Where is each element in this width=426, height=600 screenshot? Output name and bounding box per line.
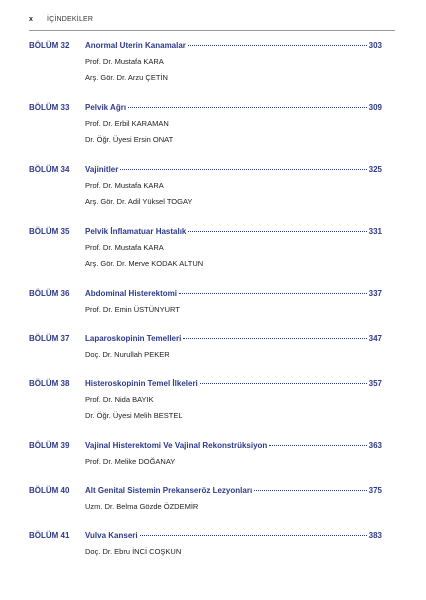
chapter-title[interactable]: Laparoskopinin Temelleri xyxy=(85,334,182,343)
chapter-author: Prof. Dr. Emin ÜSTÜNYURT xyxy=(85,305,180,314)
toc-entry-41[interactable] xyxy=(29,531,382,576)
chapter-page: 303 xyxy=(368,41,382,50)
chapter-number: BÖLÜM 40 xyxy=(29,486,70,495)
chapter-author: Arş. Gör. Dr. Arzu ÇETİN xyxy=(85,73,168,82)
toc-entry-34[interactable] xyxy=(29,165,382,227)
chapter-title[interactable]: Vajinitler xyxy=(85,165,119,174)
toc-entry-37[interactable] xyxy=(29,334,382,379)
dot-leader xyxy=(179,293,367,294)
header-title: İÇİNDEKİLER xyxy=(47,16,94,23)
chapter-title-line[interactable] xyxy=(85,227,382,236)
dot-leader xyxy=(183,338,366,339)
chapter-author: Prof. Dr. Mustafa KARA xyxy=(85,243,164,252)
chapter-number: BÖLÜM 41 xyxy=(29,531,70,540)
chapter-number: BÖLÜM 37 xyxy=(29,334,70,343)
chapter-author: Arş. Gör. Dr. Merve KODAK ALTUN xyxy=(85,259,204,268)
dot-leader xyxy=(120,169,366,170)
toc-entry-39[interactable] xyxy=(29,441,382,486)
dot-leader xyxy=(188,231,366,232)
chapter-author: Uzm. Dr. Belma Gözde ÖZDEMİR xyxy=(85,502,199,511)
chapter-page: 375 xyxy=(368,486,382,495)
dot-leader xyxy=(254,490,366,491)
chapter-title-line[interactable] xyxy=(85,531,382,540)
toc-entry-40[interactable] xyxy=(29,486,382,531)
chapter-title[interactable]: Abdominal Histerektomi xyxy=(85,289,178,298)
dot-leader xyxy=(269,445,366,446)
chapter-author: Dr. Öğr. Üyesi Ersin ONAT xyxy=(85,135,174,144)
chapter-author: Prof. Dr. Erbil KARAMAN xyxy=(85,119,169,128)
chapter-page: 331 xyxy=(368,227,382,236)
chapter-author: Dr. Öğr. Üyesi Melih BESTEL xyxy=(85,411,183,420)
toc-entry-32[interactable] xyxy=(29,41,382,103)
chapter-author: Prof. Dr. Nida BAYIK xyxy=(85,395,154,404)
chapter-number: BÖLÜM 35 xyxy=(29,227,70,236)
toc-entry-36[interactable] xyxy=(29,289,382,334)
chapter-title[interactable]: Pelvik Ağrı xyxy=(85,103,127,112)
chapter-author: Prof. Dr. Mustafa KARA xyxy=(85,181,164,190)
chapter-author: Prof. Dr. Melike DOĞANAY xyxy=(85,457,176,466)
chapter-number: BÖLÜM 32 xyxy=(29,41,70,50)
chapter-author: Arş. Gör. Dr. Adil Yüksel TOGAY xyxy=(85,197,193,206)
running-header xyxy=(29,12,395,31)
chapter-page: 309 xyxy=(368,103,382,112)
chapter-title-line[interactable] xyxy=(85,334,382,343)
chapter-page: 357 xyxy=(368,379,382,388)
chapter-author: Doç. Dr. Ebru İNCİ COŞKUN xyxy=(85,547,182,556)
header-page-number: x xyxy=(29,16,34,23)
chapter-page: 363 xyxy=(368,441,382,450)
chapter-page: 325 xyxy=(368,165,382,174)
chapter-number: BÖLÜM 36 xyxy=(29,289,70,298)
toc-entry-33[interactable] xyxy=(29,103,382,165)
chapter-number: BÖLÜM 34 xyxy=(29,165,70,174)
chapter-title[interactable]: Alt Genital Sistemin Prekanseröz Lezyonları xyxy=(85,486,253,495)
chapter-number: BÖLÜM 39 xyxy=(29,441,70,450)
chapter-author: Doç. Dr. Nurullah PEKER xyxy=(85,350,170,359)
toc-entry-35[interactable] xyxy=(29,227,382,289)
chapter-title[interactable]: Pelvik İnflamatuar Hastalık xyxy=(85,227,187,236)
chapter-title[interactable]: Histeroskopinin Temel İlkeleri xyxy=(85,379,198,388)
dot-leader xyxy=(188,45,367,46)
chapter-title-line[interactable] xyxy=(85,441,382,450)
chapter-author: Prof. Dr. Mustafa KARA xyxy=(85,57,164,66)
dot-leader xyxy=(200,383,367,384)
chapter-page: 337 xyxy=(368,289,382,298)
chapter-number: BÖLÜM 33 xyxy=(29,103,70,112)
chapter-page: 347 xyxy=(368,334,382,343)
chapter-title-line[interactable] xyxy=(85,41,382,50)
chapter-title[interactable]: Vulva Kanseri xyxy=(85,531,138,540)
toc-entry-38[interactable] xyxy=(29,379,382,441)
table-of-contents xyxy=(29,41,382,576)
chapter-page: 383 xyxy=(368,531,382,540)
dot-leader xyxy=(128,107,367,108)
chapter-title[interactable]: Anormal Uterin Kanamalar xyxy=(85,41,186,50)
chapter-title-line[interactable] xyxy=(85,165,382,174)
chapter-number: BÖLÜM 38 xyxy=(29,379,70,388)
chapter-title-line[interactable] xyxy=(85,486,382,495)
chapter-title-line[interactable] xyxy=(85,289,382,298)
chapter-title-line[interactable] xyxy=(85,379,382,388)
dot-leader xyxy=(140,535,367,536)
chapter-title-line[interactable] xyxy=(85,103,382,112)
chapter-title[interactable]: Vajinal Histerektomi Ve Vajinal Rekonstrüksiyon xyxy=(85,441,268,450)
